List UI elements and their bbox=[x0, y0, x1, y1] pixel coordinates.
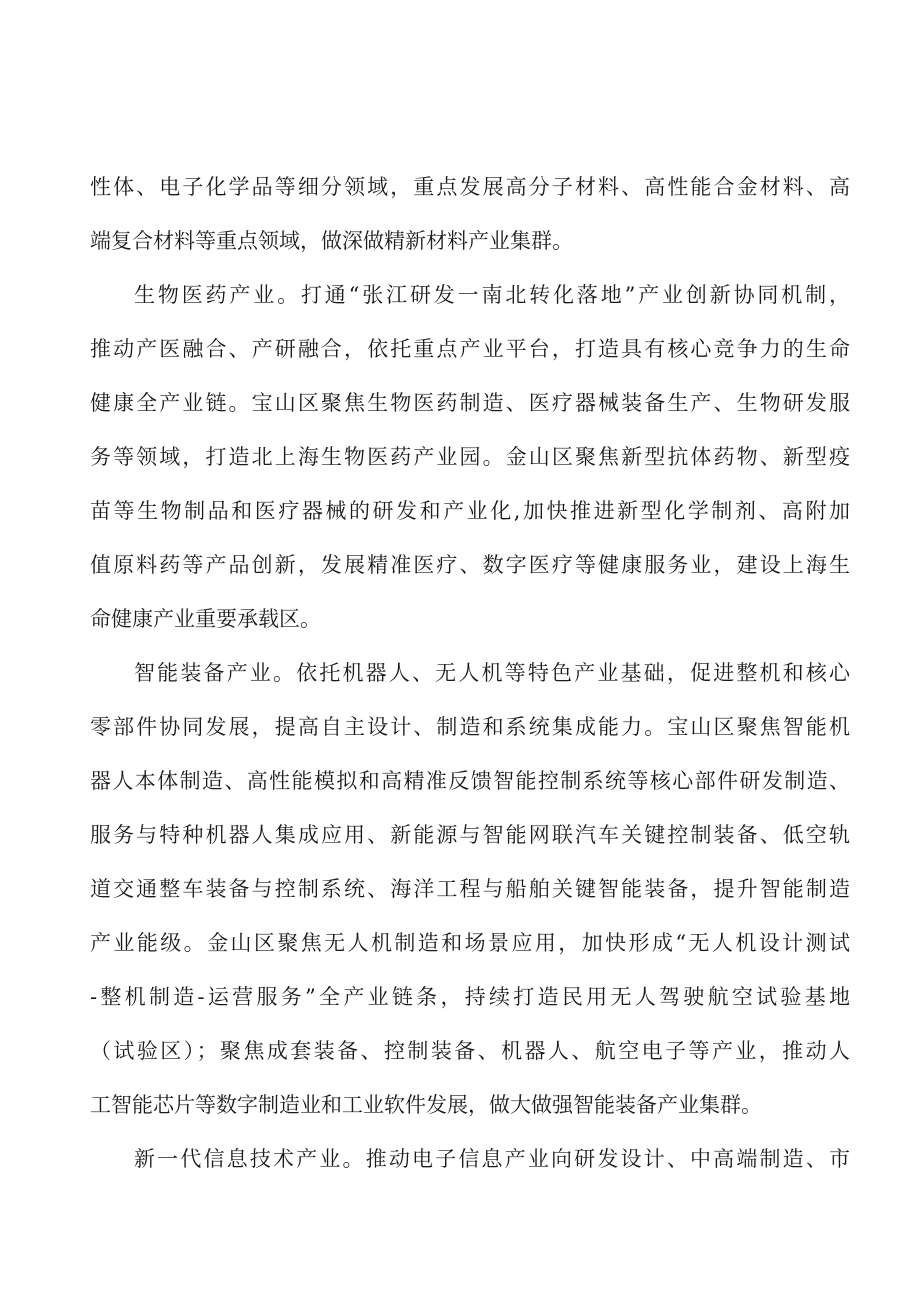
text-line: 端复合材料等重点领域，做深做精新材料产业集群。 bbox=[90, 229, 573, 253]
text-line: 健康全产业链。宝山区聚焦生物医药制造、医疗器械装备生产、生物研发服 bbox=[90, 391, 850, 415]
text-line: 值原料药等产品创新，发展精准医疗、数字医疗等健康服务业，建设上海生 bbox=[90, 553, 850, 577]
text-line: -整机制造-运营服务”全产业链条，持续打造民用无人驾驶航空试验基地 bbox=[90, 985, 850, 1009]
text-line: 零部件协同发展，提高自主设计、制造和系统集成能力。宝山区聚焦智能机 bbox=[90, 715, 850, 739]
text-line: 工智能芯片等数字制造业和工业软件发展，做大做强智能装备产业集群。 bbox=[90, 1093, 762, 1117]
text-line: 服务与特种机器人集成应用、新能源与智能网联汽车关键控制装备、低空轨 bbox=[90, 823, 850, 847]
paragraph-start-line: 智能装备产业。依托机器人、无人机等特色产业基础，促进整机和核心 bbox=[134, 661, 850, 685]
text-line: 苗等生物制品和医疗器械的研发和产业化,加快推进新型化学制剂、高附加 bbox=[90, 499, 850, 523]
text-line: 产业能级。金山区聚焦无人机制造和场景应用，加快形成“无人机设计测试 bbox=[90, 931, 850, 955]
text-line: 务等领域，打造北上海生物医药产业园。金山区聚焦新型抗体药物、新型疫 bbox=[90, 445, 850, 469]
paragraph-start-line: 新一代信息技术产业。推动电子信息产业向研发设计、中高端制造、市 bbox=[134, 1147, 850, 1171]
text-line: 推动产医融合、产研融合，依托重点产业平台，打造具有核心竞争力的生命 bbox=[90, 337, 850, 361]
text-line: 性体、电子化学品等细分领域，重点发展高分子材料、高性能合金材料、高 bbox=[90, 175, 850, 199]
paragraph-start-line: 生物医药产业。打通“张江研发一南北转化落地”产业创新协同机制， bbox=[134, 283, 850, 307]
text-line: 器人本体制造、高性能模拟和高精准反馈智能控制系统等核心部件研发制造、 bbox=[90, 769, 850, 793]
text-line: （试验区）；聚焦成套装备、控制装备、机器人、航空电子等产业，推动人 bbox=[90, 1039, 850, 1063]
text-line: 道交通整车装备与控制系统、海洋工程与船舶关键智能装备，提升智能制造 bbox=[90, 877, 850, 901]
text-line: 命健康产业重要承载区。 bbox=[90, 607, 321, 631]
